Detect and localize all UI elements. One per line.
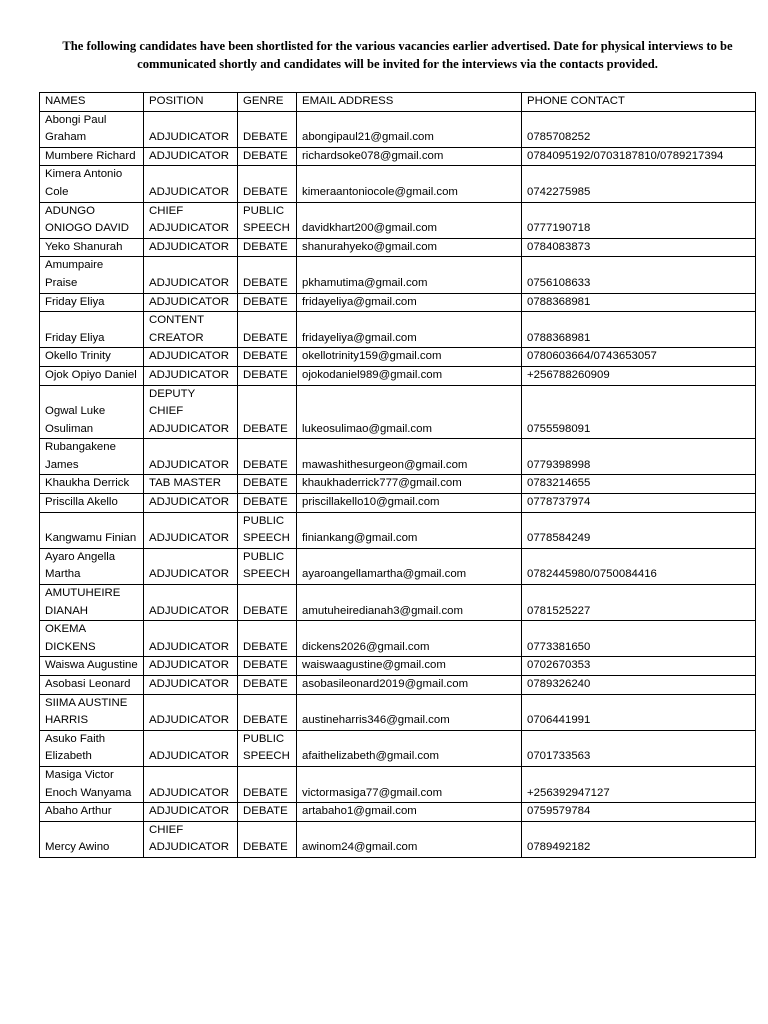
cell-genre: PUBLIC SPEECH	[238, 202, 297, 238]
cell-name: Abongi Paul Graham	[40, 111, 144, 147]
cell-email: austineharris346@gmail.com	[297, 694, 522, 730]
shortlist-table	[39, 92, 756, 858]
table-row	[40, 366, 756, 385]
table-row	[40, 803, 756, 822]
cell-name: Ayaro Angella Martha	[40, 548, 144, 584]
table-row	[40, 730, 756, 766]
cell-phone: +256392947127	[522, 766, 756, 802]
cell-name: Friday Eliya	[40, 312, 144, 348]
table-row	[40, 821, 756, 857]
cell-genre: DEBATE	[238, 494, 297, 513]
table-row	[40, 312, 756, 348]
table-row	[40, 657, 756, 676]
table-row	[40, 512, 756, 548]
cell-name: Amumpaire Praise	[40, 257, 144, 293]
cell-position: CHIEF ADJUDICATOR	[144, 202, 238, 238]
table-row	[40, 439, 756, 475]
cell-email: fridayeliya@gmail.com	[297, 312, 522, 348]
cell-genre: DEBATE	[238, 803, 297, 822]
cell-email: ayaroangellamartha@gmail.com	[297, 548, 522, 584]
cell-genre: DEBATE	[238, 439, 297, 475]
cell-name: Abaho Arthur	[40, 803, 144, 822]
cell-position: ADJUDICATOR	[144, 166, 238, 202]
cell-genre: PUBLIC SPEECH	[238, 512, 297, 548]
cell-email: lukeosulimao@gmail.com	[297, 385, 522, 439]
header-genre: GENRE	[238, 93, 297, 112]
cell-email: amutuheiredianah3@gmail.com	[297, 585, 522, 621]
shortlist-notice: The following candidates have been shortlisted for the various vacancies earlier advertised. Date for physical interviews to be communicated shortly and candidates will be invited for the interviews via the contacts provided.	[62, 39, 733, 71]
table-row	[40, 257, 756, 293]
cell-position: ADJUDICATOR	[144, 366, 238, 385]
cell-email: davidkhart200@gmail.com	[297, 202, 522, 238]
cell-phone: 0778737974	[522, 494, 756, 513]
cell-email: afaithelizabeth@gmail.com	[297, 730, 522, 766]
cell-email: mawashithesurgeon@gmail.com	[297, 439, 522, 475]
table-row	[40, 293, 756, 312]
table-row	[40, 585, 756, 621]
cell-genre: DEBATE	[238, 766, 297, 802]
cell-name: Mumbere Richard	[40, 147, 144, 166]
header-position: POSITION	[144, 93, 238, 112]
cell-genre: DEBATE	[238, 821, 297, 857]
cell-genre: DEBATE	[238, 676, 297, 695]
cell-phone: 0784083873	[522, 238, 756, 257]
table-row	[40, 238, 756, 257]
header-names: NAMES	[40, 93, 144, 112]
table-row	[40, 475, 756, 494]
cell-phone: 0782445980/0750084416	[522, 548, 756, 584]
cell-phone: 0789326240	[522, 676, 756, 695]
cell-position: CHIEF ADJUDICATOR	[144, 821, 238, 857]
table-row	[40, 385, 756, 439]
cell-email: dickens2026@gmail.com	[297, 621, 522, 657]
cell-phone: 0789492182	[522, 821, 756, 857]
cell-position: ADJUDICATOR	[144, 621, 238, 657]
cell-email: pkhamutima@gmail.com	[297, 257, 522, 293]
cell-email: finiankang@gmail.com	[297, 512, 522, 548]
cell-position: ADJUDICATOR	[144, 257, 238, 293]
table-row	[40, 202, 756, 238]
cell-email: priscillakello10@gmail.com	[297, 494, 522, 513]
cell-position: ADJUDICATOR	[144, 293, 238, 312]
cell-genre: DEBATE	[238, 621, 297, 657]
table-row	[40, 766, 756, 802]
cell-genre: DEBATE	[238, 293, 297, 312]
cell-name: Khaukha Derrick	[40, 475, 144, 494]
cell-genre: DEBATE	[238, 657, 297, 676]
table-header-row	[40, 93, 756, 112]
cell-phone: 0788368981	[522, 312, 756, 348]
cell-email: ojokodaniel989@gmail.com	[297, 366, 522, 385]
cell-email: victormasiga77@gmail.com	[297, 766, 522, 802]
cell-position: ADJUDICATOR	[144, 512, 238, 548]
cell-position: ADJUDICATOR	[144, 147, 238, 166]
cell-name: AMUTUHEIRE DIANAH	[40, 585, 144, 621]
table-row	[40, 494, 756, 513]
cell-position: CONTENT CREATOR	[144, 312, 238, 348]
cell-phone: 0742275985	[522, 166, 756, 202]
cell-email: khaukhaderrick777@gmail.com	[297, 475, 522, 494]
cell-phone: 0777190718	[522, 202, 756, 238]
cell-name: Waiswa Augustine	[40, 657, 144, 676]
cell-genre: DEBATE	[238, 585, 297, 621]
table-row	[40, 548, 756, 584]
cell-name: Ogwal Luke Osuliman	[40, 385, 144, 439]
cell-phone: 0783214655	[522, 475, 756, 494]
table-row	[40, 694, 756, 730]
cell-email: waiswaagustine@gmail.com	[297, 657, 522, 676]
cell-email: awinom24@gmail.com	[297, 821, 522, 857]
cell-position: ADJUDICATOR	[144, 803, 238, 822]
cell-genre: PUBLIC SPEECH	[238, 548, 297, 584]
cell-position: ADJUDICATOR	[144, 111, 238, 147]
cell-genre: DEBATE	[238, 111, 297, 147]
cell-phone: 0778584249	[522, 512, 756, 548]
cell-name: Priscilla Akello	[40, 494, 144, 513]
cell-email: abongipaul21@gmail.com	[297, 111, 522, 147]
cell-phone: 0784095192/0703187810/0789217394	[522, 147, 756, 166]
cell-phone: 0756108633	[522, 257, 756, 293]
cell-position: ADJUDICATOR	[144, 676, 238, 695]
cell-name: Friday Eliya	[40, 293, 144, 312]
cell-email: fridayeliya@gmail.com	[297, 293, 522, 312]
cell-position: DEPUTY CHIEF ADJUDICATOR	[144, 385, 238, 439]
cell-genre: DEBATE	[238, 694, 297, 730]
header-email: EMAIL ADDRESS	[297, 93, 522, 112]
header-phone: PHONE CONTACT	[522, 93, 756, 112]
cell-phone: 0702670353	[522, 657, 756, 676]
cell-name: Yeko Shanurah	[40, 238, 144, 257]
cell-position: ADJUDICATOR	[144, 548, 238, 584]
cell-genre: DEBATE	[238, 166, 297, 202]
cell-position: ADJUDICATOR	[144, 694, 238, 730]
table-row	[40, 147, 756, 166]
cell-name: SIIMA AUSTINE HARRIS	[40, 694, 144, 730]
cell-email: shanurahyeko@gmail.com	[297, 238, 522, 257]
cell-name: Rubangakene James	[40, 439, 144, 475]
cell-phone: 0781525227	[522, 585, 756, 621]
cell-phone: 0759579784	[522, 803, 756, 822]
cell-name: ADUNGO ONIOGO DAVID	[40, 202, 144, 238]
cell-genre: DEBATE	[238, 312, 297, 348]
cell-genre: PUBLIC SPEECH	[238, 730, 297, 766]
cell-phone: 0780603664/0743653057	[522, 348, 756, 367]
cell-position: ADJUDICATOR	[144, 730, 238, 766]
cell-name: Masiga Victor Enoch Wanyama	[40, 766, 144, 802]
cell-email: kimeraantoniocole@gmail.com	[297, 166, 522, 202]
cell-position: ADJUDICATOR	[144, 238, 238, 257]
cell-position: ADJUDICATOR	[144, 657, 238, 676]
table-row	[40, 111, 756, 147]
cell-position: ADJUDICATOR	[144, 766, 238, 802]
cell-genre: DEBATE	[238, 475, 297, 494]
cell-name: Okello Trinity	[40, 348, 144, 367]
cell-email: richardsoke078@gmail.com	[297, 147, 522, 166]
cell-phone: 0785708252	[522, 111, 756, 147]
table-row	[40, 166, 756, 202]
table-body	[40, 111, 756, 857]
cell-genre: DEBATE	[238, 147, 297, 166]
cell-name: OKEMA DICKENS	[40, 621, 144, 657]
cell-phone: 0706441991	[522, 694, 756, 730]
cell-position: TAB MASTER	[144, 475, 238, 494]
cell-position: ADJUDICATOR	[144, 348, 238, 367]
cell-name: Kimera Antonio Cole	[40, 166, 144, 202]
cell-position: ADJUDICATOR	[144, 494, 238, 513]
cell-email: artabaho1@gmail.com	[297, 803, 522, 822]
cell-phone: 0788368981	[522, 293, 756, 312]
cell-phone: +256788260909	[522, 366, 756, 385]
cell-genre: DEBATE	[238, 348, 297, 367]
cell-position: ADJUDICATOR	[144, 439, 238, 475]
cell-name: Asobasi Leonard	[40, 676, 144, 695]
cell-genre: DEBATE	[238, 238, 297, 257]
cell-name: Mercy Awino	[40, 821, 144, 857]
cell-phone: 0773381650	[522, 621, 756, 657]
cell-phone: 0779398998	[522, 439, 756, 475]
table-row	[40, 621, 756, 657]
cell-name: Kangwamu Finian	[40, 512, 144, 548]
cell-phone: 0755598091	[522, 385, 756, 439]
cell-genre: DEBATE	[238, 385, 297, 439]
cell-genre: DEBATE	[238, 257, 297, 293]
cell-genre: DEBATE	[238, 366, 297, 385]
cell-name: Asuko Faith Elizabeth	[40, 730, 144, 766]
cell-phone: 0701733563	[522, 730, 756, 766]
table-row	[40, 676, 756, 695]
table-row	[40, 348, 756, 367]
cell-name: Ojok Opiyo Daniel	[40, 366, 144, 385]
cell-email: okellotrinity159@gmail.com	[297, 348, 522, 367]
cell-position: ADJUDICATOR	[144, 585, 238, 621]
cell-email: asobasileonard2019@gmail.com	[297, 676, 522, 695]
